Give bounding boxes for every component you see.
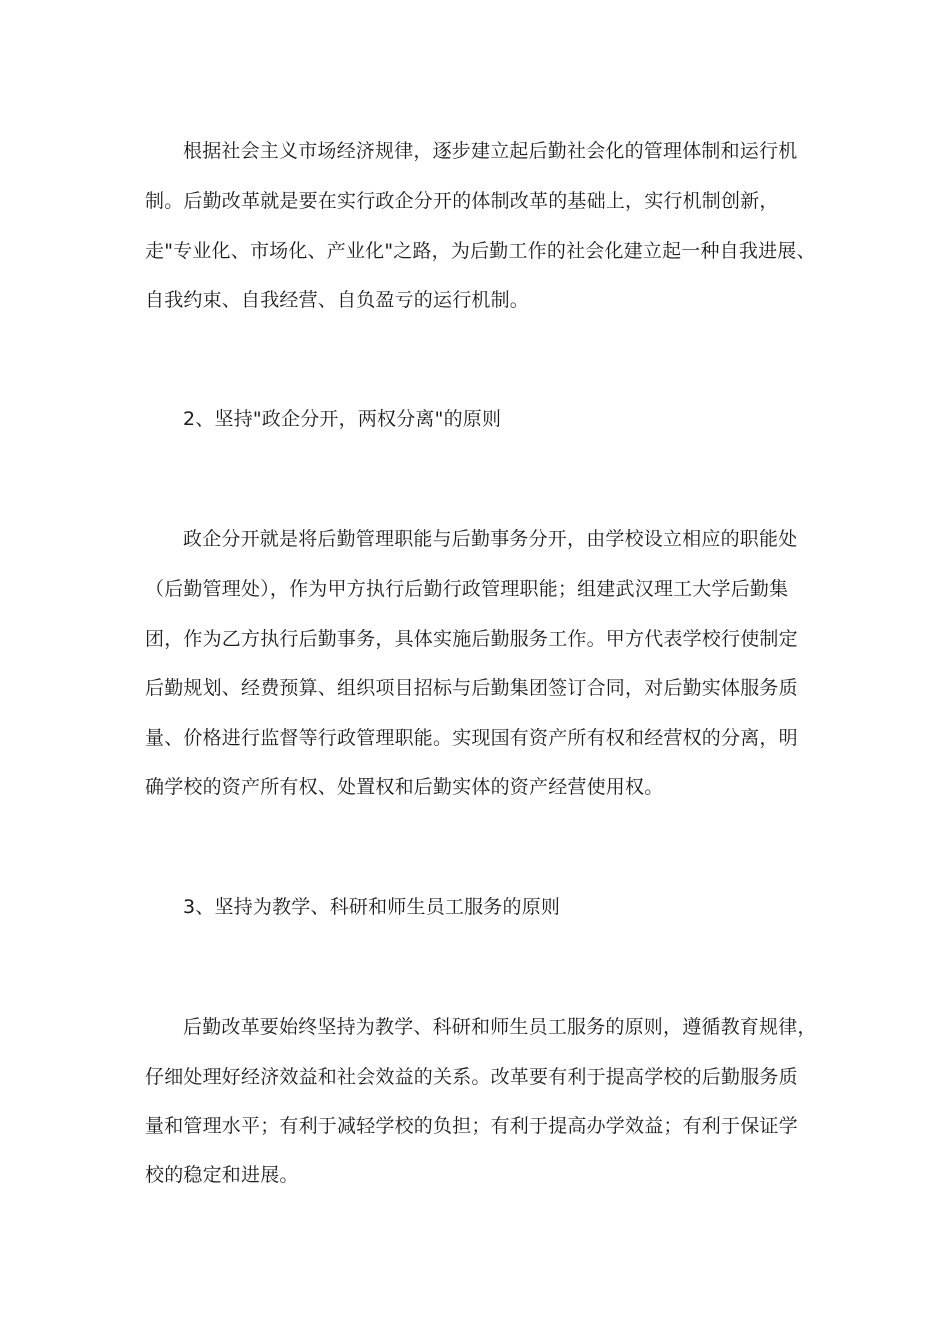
- section-heading-2: 2、坚持"政企分开，两权分离"的原则: [183, 408, 502, 430]
- paragraph-line: 走"专业化、市场化、产业化"之路，为后勤工作的社会化建立起一种自我进展、: [145, 240, 816, 262]
- paragraph-line: 仔细处理好经济效益和社会效益的关系。改革要有利于提高学校的后勤服务质: [145, 1066, 798, 1088]
- paragraph-line: 政企分开就是将后勤管理职能与后勤事务分开，由学校设立相应的职能处: [183, 528, 798, 550]
- paragraph-line: 自我约束、自我经营、自负盈亏的运行机制。: [145, 289, 530, 311]
- paragraph-line: 量和管理水平；有利于减轻学校的负担；有利于提高办学效益；有利于保证学: [145, 1115, 798, 1137]
- paragraph-line: 后勤规划、经费预算、组织项目招标与后勤集团签订合同，对后勤实体服务质: [145, 677, 798, 699]
- paragraph-line: 后勤改革要始终坚持为教学、科研和师生员工服务的原则，遵循教育规律，: [183, 1016, 817, 1038]
- section-heading-3: 3、坚持为教学、科研和师生员工服务的原则: [183, 896, 561, 918]
- paragraph-line: （后勤管理处），作为甲方执行后勤行政管理职能；组建武汉理工大学后勤集: [145, 578, 789, 600]
- paragraph-line: 制。后勤改革就是要在实行政企分开的体制改革的基础上，实行机制创新，: [145, 190, 779, 212]
- paragraph-line: 团，作为乙方执行后勤事务，具体实施后勤服务工作。甲方代表学校行使制定: [145, 628, 798, 650]
- paragraph-line: 校的稳定和进展。: [145, 1164, 299, 1186]
- paragraph-line: 根据社会主义市场经济规律，逐步建立起后勤社会化的管理体制和运行机: [183, 140, 798, 162]
- paragraph-line: 量、价格进行监督等行政管理职能。实现国有资产所有权和经营权的分离，明: [145, 727, 798, 749]
- paragraph-line: 确学校的资产所有权、处置权和后勤实体的资产经营使用权。: [145, 776, 664, 798]
